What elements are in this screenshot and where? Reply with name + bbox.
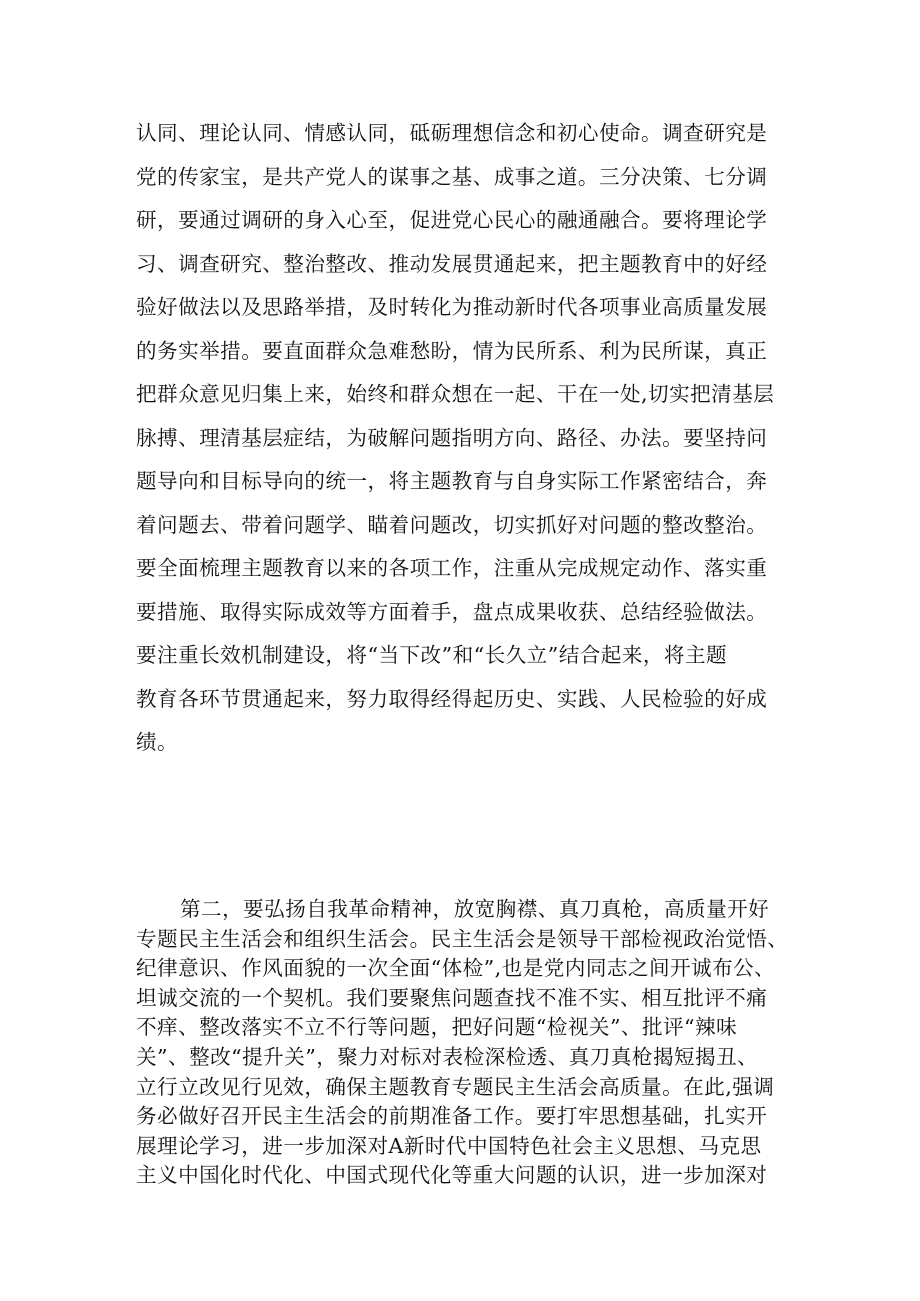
text-line: 着问题去、带着问题学、瞄着问题改，切实抓好对问题的整改整治。 (136, 512, 768, 537)
text-line: 认同、理论认同、情感认同，砥砺理想信念和初心使命。调查研究是 (136, 121, 768, 145)
text-line: 要措施、取得实际成效等方面着手，盘点成果收获、总结经验做法。 (136, 599, 768, 624)
text-line: 坦诚交流的一个契机。我们要聚焦问题查找不准不实、相互批评不痛 (136, 985, 768, 1010)
text-line: 的务实举措。要直面群众急难愁盼，情为民所系、利为民所谋，真正 (136, 338, 768, 363)
text-line: 题导向和目标导向的统一，将主题教育与自身实际工作紧密结合，奔 (136, 469, 768, 493)
paragraph-second-point (136, 895, 796, 1191)
text-line: 党的传家宝，是共产党人的谋事之基、成事之道。三分决策、七分调 (136, 164, 768, 189)
text-line: 关”、整改“提升关”，聚力对标对表检深检透、真刀真枪揭短揭丑、 (136, 1044, 759, 1069)
text-line: 第二，要弘扬自我革命精神，放宽胸襟、真刀真枪，高质量开好 (180, 897, 770, 921)
text-line: 要全面梳理主题教育以来的各项工作，注重从完成规定动作、落实重 (136, 556, 768, 580)
text-line: 脉搏、理清基层症结，为破解问题指明方向、路径、办法。要坚持问 (136, 425, 768, 450)
text-line: 立行立改见行见效，确保主题教育专题民主生活会高质量。在此,强调 (136, 1074, 775, 1099)
text-line: 主义中国化时代化、中国式现代化等重大问题的认识，进一步加深对 (136, 1163, 768, 1188)
text-line: 研，要通过调研的身入心至，促进党心民心的融通融合。要将理论学 (136, 208, 768, 232)
text-line: 验好做法以及思路举措，及时转化为推动新时代各项事业高质量发展 (136, 295, 768, 319)
text-line: 不痒、整改落实不立不行等问题，把好问题“检视关”、批评“辣味 (136, 1015, 738, 1040)
text-line: 务必做好召开民主生活会的前期准备工作。要打牢思想基础，扎实开 (136, 1104, 768, 1129)
text-line: 纪律意识、作风面貌的一次全面“体检”,也是党内同志之间开诚布公、 (136, 956, 776, 981)
text-line: 教育各环节贯通起来，努力取得经得起历史、实践、人民检验的好成 (136, 686, 768, 711)
text-line: 把群众意见归集上来，始终和群众想在一起、干在一处,切实把清基层 (136, 382, 775, 406)
text-line: 展理论学习，进一步加深对A新时代中国特色社会主义思想、马克思 (136, 1133, 762, 1158)
text-line: 专题民主生活会和组织生活会。民主生活会是领导干部检视政治觉悟、 (136, 926, 789, 951)
paragraph-continued (136, 112, 796, 765)
text-line: 绩。 (136, 730, 179, 754)
text-line: 习、调查研究、整治整改、推动发展贯通起来，把主题教育中的好经 (136, 251, 768, 276)
text-line: 要注重长效机制建设，将“当下改”和“长久立”结合起来，将主题 (136, 643, 728, 667)
